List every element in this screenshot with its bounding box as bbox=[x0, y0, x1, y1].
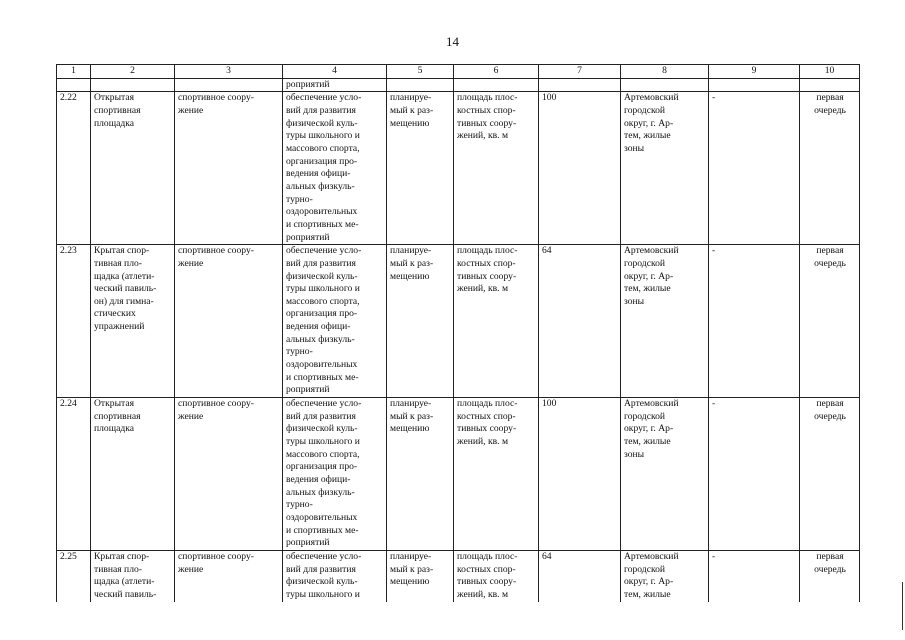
zone: - bbox=[709, 92, 800, 245]
location: Артемовский городской округ, г. Ар- тем, жилые зоны bbox=[621, 92, 709, 245]
object-type: спортивное соору- жение bbox=[175, 92, 283, 245]
location: Артемовский городской округ, г. Ар- тем, жилые bbox=[621, 550, 709, 601]
object-name: Крытая спор- тивная пло- щадка (атлети- ческий павиль- он) для гимна- стических упражнений bbox=[91, 245, 175, 398]
continuation-row bbox=[57, 78, 860, 92]
scan-edge-line bbox=[902, 582, 903, 630]
location: Артемовский городской округ, г. Ар- тем, жилые зоны bbox=[621, 398, 709, 551]
object-name: Открытая спортивная площадка bbox=[91, 398, 175, 551]
zone: - bbox=[709, 398, 800, 551]
indicator: площадь плос- костных спор- тивных соору- жений, кв. м bbox=[454, 245, 539, 398]
column-header: 2 bbox=[91, 65, 175, 79]
indicator: площадь плос- костных спор- тивных соору- жений, кв. м bbox=[454, 398, 539, 551]
object-status: планируе- мый к раз- мещению bbox=[387, 92, 454, 245]
table-row bbox=[57, 398, 860, 551]
zone: - bbox=[709, 245, 800, 398]
object-purpose: обеспечение усло- вий для развития физической куль- туры школьного и bbox=[283, 550, 387, 601]
page-number: 14 bbox=[446, 34, 459, 49]
table-cell bbox=[387, 78, 454, 92]
column-header: 10 bbox=[800, 65, 860, 79]
column-header: 4 bbox=[283, 65, 387, 79]
header-row bbox=[57, 65, 860, 79]
object-status: планируе- мый к раз- мещению bbox=[387, 398, 454, 551]
object-status: планируе- мый к раз- мещению bbox=[387, 245, 454, 398]
column-header: 8 bbox=[621, 65, 709, 79]
table-cell bbox=[57, 78, 91, 92]
object-name: Крытая спор- тивная пло- щадка (атлети- ческий павиль- bbox=[91, 550, 175, 601]
column-header: 5 bbox=[387, 65, 454, 79]
object-purpose: обеспечение усло- вий для развития физической куль- туры школьного и массового спорта, организация про- ведения офици- альных физкуль- турно- оздоровительных и спортивных ме- роприятий bbox=[283, 245, 387, 398]
object-type: спортивное соору- жение bbox=[175, 398, 283, 551]
location: Артемовский городской округ, г. Ар- тем, жилые зоны bbox=[621, 245, 709, 398]
object-purpose: обеспечение усло- вий для развития физической куль- туры школьного и массового спорта, организация про- ведения офици- альных физкуль- турно- оздоровительных и спортивных ме- роприятий bbox=[283, 398, 387, 551]
zone: - bbox=[709, 550, 800, 601]
table-row bbox=[57, 245, 860, 398]
table-cell bbox=[621, 78, 709, 92]
indicator: площадь плос- костных спор- тивных соору- жений, кв. м bbox=[454, 550, 539, 601]
indicator-value: 64 bbox=[539, 245, 621, 398]
document-table bbox=[56, 64, 860, 602]
table-cell bbox=[91, 78, 175, 92]
indicator-value: 100 bbox=[539, 398, 621, 551]
table-cell: роприятий bbox=[283, 78, 387, 92]
row-number: 2.24 bbox=[57, 398, 91, 551]
column-header: 7 bbox=[539, 65, 621, 79]
object-type: спортивное соору- жение bbox=[175, 245, 283, 398]
indicator-value: 100 bbox=[539, 92, 621, 245]
object-purpose: обеспечение усло- вий для развития физической куль- туры школьного и массового спорта, организация про- ведения офици- альных физкуль- турно- оздоровительных и спортивных ме- роприятий bbox=[283, 92, 387, 245]
table-row bbox=[57, 550, 860, 601]
row-number: 2.23 bbox=[57, 245, 91, 398]
stage: первая очередь bbox=[800, 245, 860, 398]
stage: первая очередь bbox=[800, 398, 860, 551]
object-type: спортивное соору- жение bbox=[175, 550, 283, 601]
stage: первая очередь bbox=[800, 92, 860, 245]
table-row bbox=[57, 92, 860, 245]
object-name: Открытая спортивная площадка bbox=[91, 92, 175, 245]
object-status: планируе- мый к раз- мещению bbox=[387, 550, 454, 601]
row-number: 2.25 bbox=[57, 550, 91, 601]
stage: первая очередь bbox=[800, 550, 860, 601]
table-cell bbox=[539, 78, 621, 92]
column-header: 3 bbox=[175, 65, 283, 79]
table-cell bbox=[454, 78, 539, 92]
table-cell bbox=[709, 78, 800, 92]
indicator: площадь плос- костных спор- тивных соору- жений, кв. м bbox=[454, 92, 539, 245]
column-header: 1 bbox=[57, 65, 91, 79]
column-header: 6 bbox=[454, 65, 539, 79]
row-number: 2.22 bbox=[57, 92, 91, 245]
indicator-value: 64 bbox=[539, 550, 621, 601]
table-cell bbox=[175, 78, 283, 92]
table-cell bbox=[800, 78, 860, 92]
column-header: 9 bbox=[709, 65, 800, 79]
